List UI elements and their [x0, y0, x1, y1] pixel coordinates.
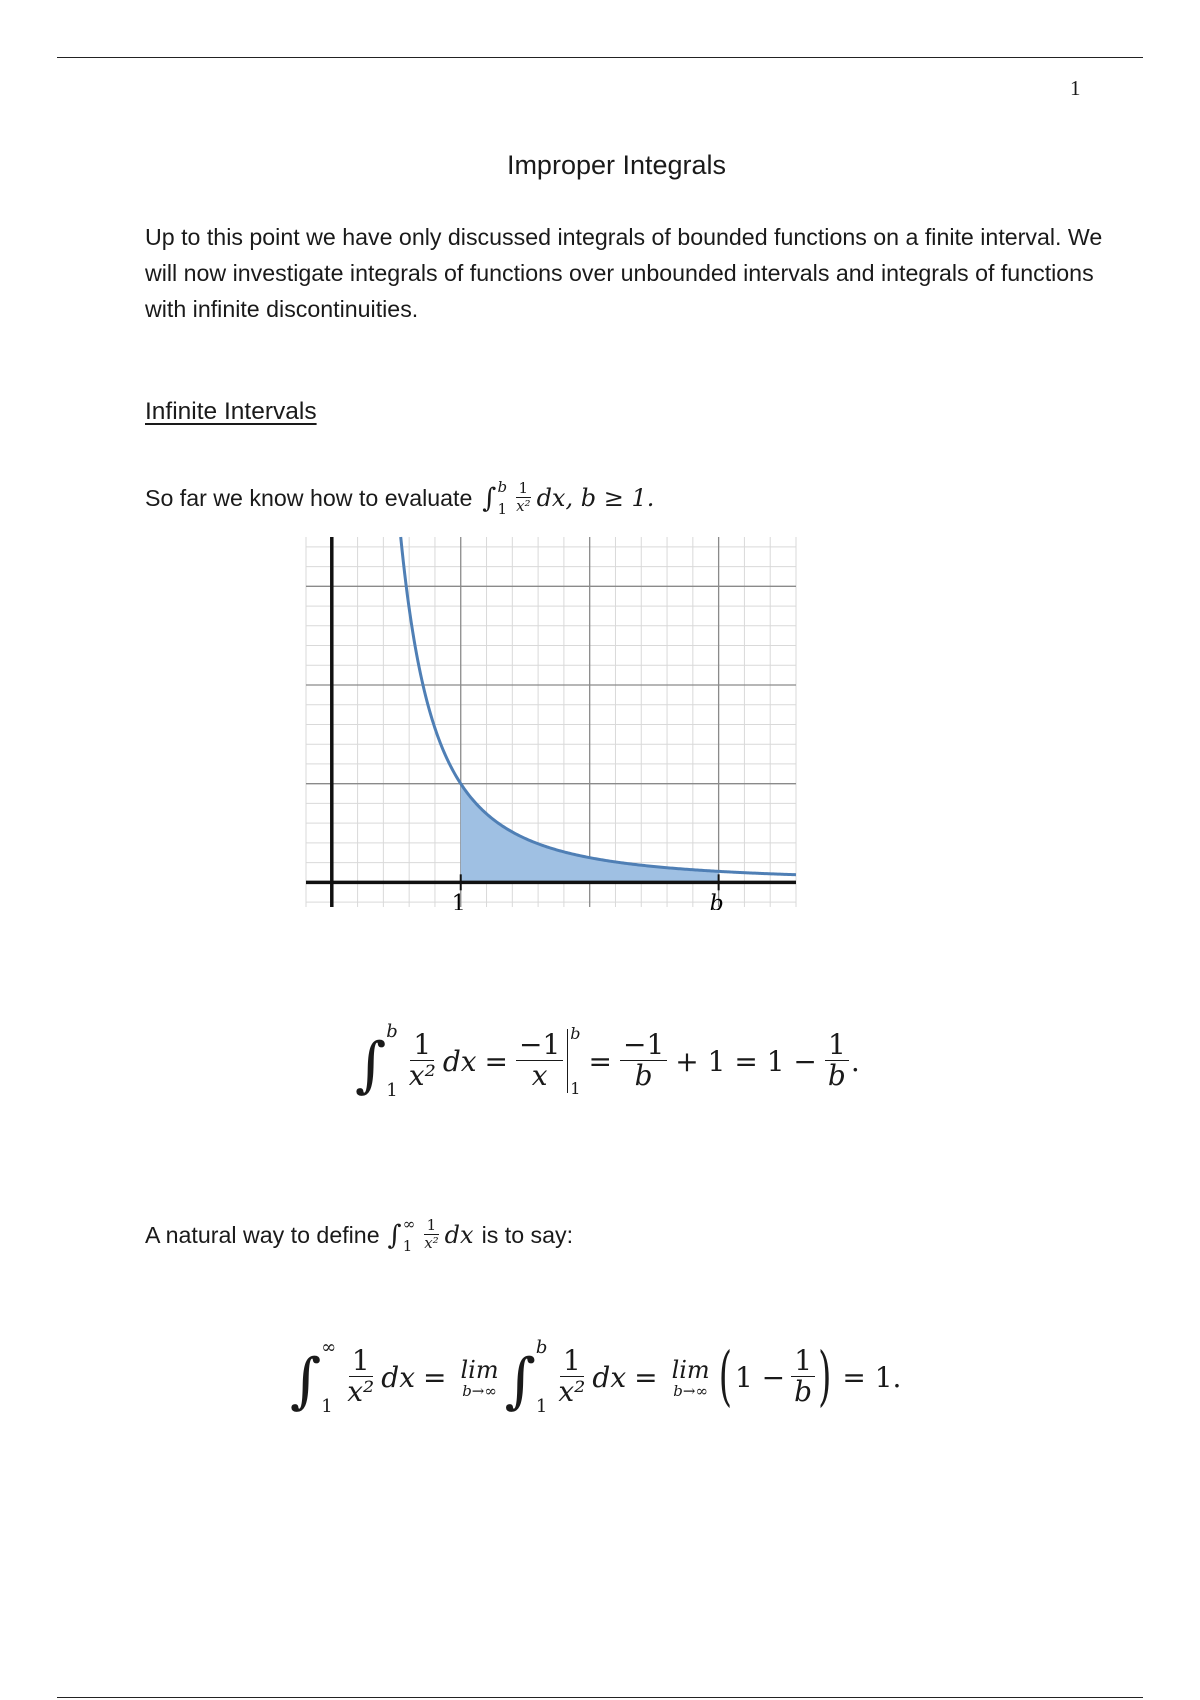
fraction-neg-one-over-b: $\frac{-1}{b}$ [620, 1030, 667, 1091]
function-graph [300, 535, 810, 910]
fraction-one-over-x2: $\frac{1}{\text{x²}}$ [408, 1028, 436, 1092]
tick-label-1: 1 [451, 891, 466, 910]
left-paren: ( [718, 1339, 732, 1415]
intro-paragraph: Up to this point we have only discussed integrals of bounded functions on a finite interval. We will now investigate integrals of functions over unbounded intervals and integrals of functions with infinite discontinuities. [145, 224, 1103, 322]
fraction-one-over-b: $\frac{1}{b}$ [791, 1346, 815, 1407]
tick-label-b: b [709, 891, 724, 910]
evaluation-bar [567, 1029, 568, 1093]
integral-sign: ∫ [482, 482, 497, 514]
curve-one-over-x-squared [401, 537, 796, 875]
condition: , b ≥ 1. [565, 484, 655, 512]
integral-sign: ∫ [290, 1346, 322, 1416]
fraction-neg-one-over-x: $\frac{-1}{x}$ [516, 1030, 563, 1091]
natural-definition-line: A natural way to define ∫ ∞ 1 $\frac{1}{\text{x²}}$ dx is to say: [145, 1215, 574, 1255]
upper-limit: b [497, 478, 508, 496]
fraction-one-over-b: $\frac{1}{b}$ [825, 1030, 849, 1091]
integral-sign: ∫ [355, 1030, 387, 1100]
natural-prefix: A natural way to define [145, 1221, 380, 1248]
integral-sign: ∫ [504, 1346, 536, 1416]
section-heading: Infinite Intervals [145, 398, 317, 425]
bottom-rule [57, 1697, 1143, 1698]
integral-sign: ∫ [387, 1219, 402, 1251]
fraction-one-over-x2: $\frac{1}{\text{x²}}$ [424, 1216, 439, 1253]
page-title: Improper Integrals [506, 150, 727, 180]
differential: dx [536, 484, 566, 512]
top-rule [57, 57, 1143, 58]
page-number: 1 [1070, 76, 1081, 100]
fraction-one-over-x2: $\frac{1}{\text{x²}}$ [558, 1344, 586, 1408]
right-paren: ) [818, 1339, 832, 1415]
evaluate-prefix: So far we know how to evaluate [145, 484, 473, 511]
improper-integral-equation: ∫ ∞ 1 $\frac{1}{\text{x²}}$ dx = lim b→∞ ∫ b 1 $\frac{1}{\text{x²}}$ dx = lim b→∞ ( 1 − $\frac{1}{b}$ ) = 1. [290, 1337, 902, 1417]
lower-limit: 1 [497, 500, 508, 518]
fraction-one-over-x2: $\frac{1}{\text{x²}}$ [347, 1344, 375, 1408]
limit-operator: lim b→∞ [671, 1355, 710, 1400]
fraction-one-over-x2: $\frac{1}{\text{x²}}$ [516, 479, 531, 516]
natural-suffix: is to say: [481, 1221, 574, 1248]
definite-integral-equation: ∫ b 1 $\frac{1}{\text{x²}}$ dx = $\frac{-1}{x}$ b 1 = $\frac{-1}{b}$ + 1 = 1 − $\frac{1}{b}$ . [355, 1021, 860, 1101]
limit-operator: lim b→∞ [460, 1355, 499, 1400]
evaluate-line [145, 476, 654, 520]
